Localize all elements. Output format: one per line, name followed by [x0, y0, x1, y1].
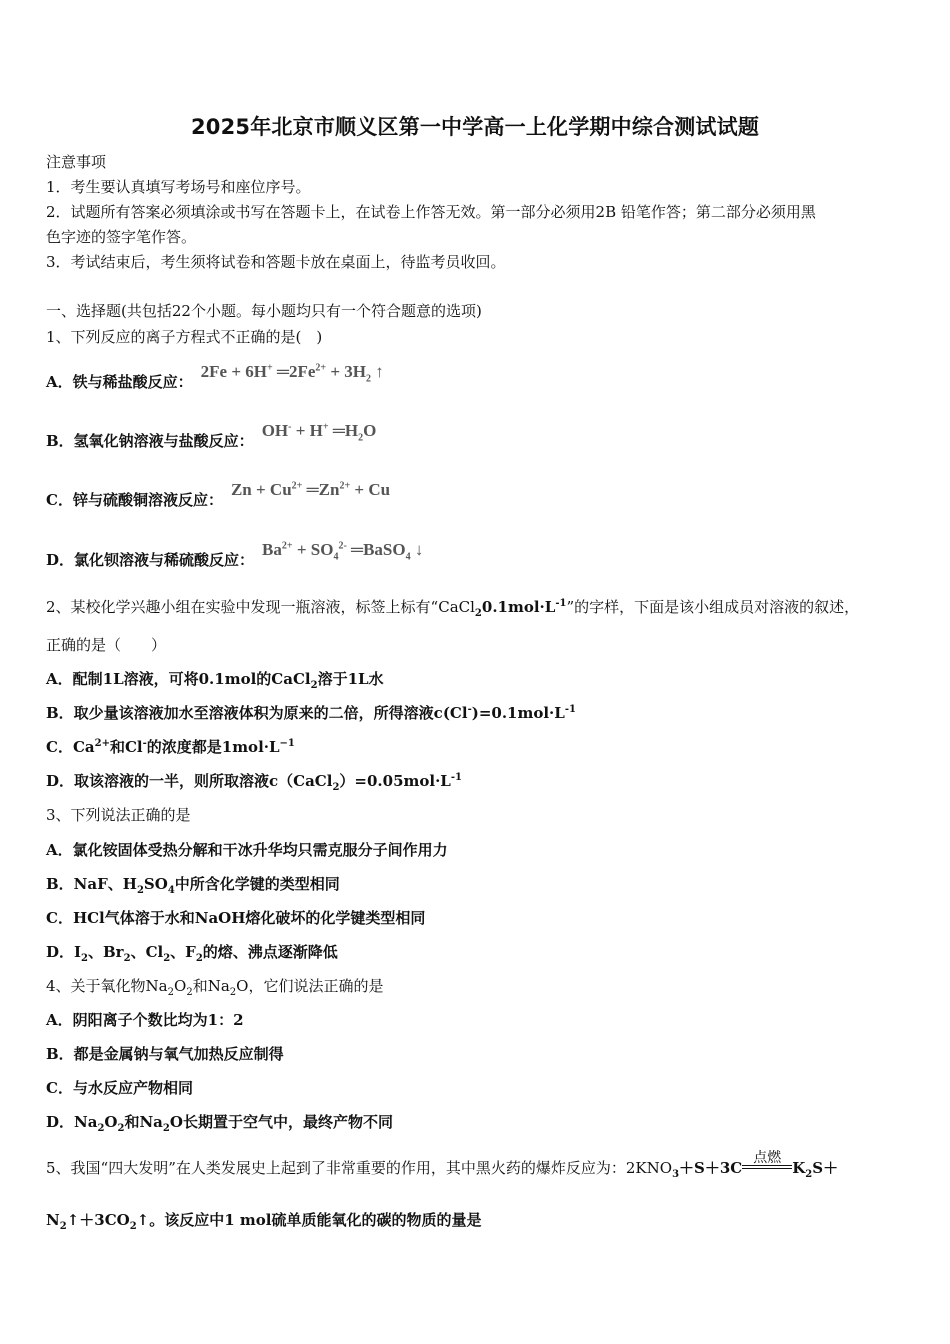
ignite-condition-label: 点燃 — [753, 1150, 782, 1166]
notice-heading: 注意事项 — [46, 153, 107, 171]
q3-option-b: B．NaF、$H_2SO_4$中所含化学键的类型相同 — [46, 875, 340, 896]
q1-option-d — [46, 540, 424, 570]
q1-option-a-formula: 2Fe + 6H+ $═2Fe^{2+} + 3H_2$ ↑ — [200, 362, 384, 385]
q3-option-c: C．HCl气体溶于水和NaOH熔化破坏的化学键类型相同 — [46, 909, 426, 927]
q1-option-c-label: C．锌与硫酸铜溶液反应： — [46, 491, 223, 509]
question-1-stem: 1、下列反应的离子方程式不正确的是( ) — [46, 328, 323, 346]
q2-option-d: D．取该溶液的一半，则所取溶液$c(CaCl_2)=0.05mol\cdot L^{-1}$ — [46, 772, 462, 793]
notice-line: 色字迹的签字笔作答。 — [46, 228, 197, 246]
q1-option-a — [46, 362, 384, 392]
q1-option-d-formula: $Ba^{2+} + SO_4^{2-}$ ═BaSO$_4$ ↓ — [262, 540, 424, 563]
q4-option-a: A．阴阳离子个数比均为1：2 — [46, 1011, 244, 1029]
q1-option-b-formula: OH- + H+ $═H_2O$ — [261, 421, 377, 444]
q1-option-b-label: B．氢氧化钠溶液与盐酸反应： — [46, 432, 254, 450]
q2-option-a: A．配制1L溶液，可将0.1mol的CaCl$_2$溶于1L水 — [46, 670, 384, 691]
q4-option-c: C．与水反应产物相同 — [46, 1079, 193, 1097]
q1-option-a-label: A．铁与稀盐酸反应： — [46, 373, 193, 391]
q1-option-b — [46, 421, 377, 451]
q3-option-a: A．氯化铵固体受热分解和干冰升华均只需克服分子间作用力 — [46, 841, 448, 859]
question-5-stem: 5、我国“四大发明”在人类发展史上起到了非常重要的作用，其中黑火药的爆炸反应为：$2KNO_3+S+3C$ 点燃 $K_2S+$ — [46, 1150, 839, 1180]
section-header: 一、选择题(共包括22个小题。每小题均只有一个符合题意的选项) — [46, 302, 482, 320]
q1-option-c-formula: $Zn + Cu^{2+}$ $═Zn^{2+} + Cu$ — [230, 480, 391, 499]
q4-option-d: D．$Na_2O_2$和$Na_2O$长期置于空气中，最终产物不同 — [46, 1113, 393, 1134]
q1-option-c — [46, 480, 391, 510]
q2-option-b: B．取少量该溶液加水至溶液体积为原来的二倍，所得溶液$c(Cl^-)=0.1mol\cdot L^{-1}$ — [46, 704, 576, 722]
reaction-condition-arrow — [742, 1150, 792, 1173]
notice-line: 2．试题所有答案必须填涂或书写在答题卡上，在试卷上作答无效。第一部分必须用2B 铅笔作答；第二部分必须用黑 — [46, 203, 816, 221]
q4-option-b: B．都是金属钠与氧气加热反应制得 — [46, 1045, 284, 1063]
question-2-stem-line2: 正确的是（ ） — [46, 636, 167, 654]
q2-option-c: C．$Ca^{2+}$和Cl-的浓度都是$1mol\cdot L^{-1}$ — [46, 738, 295, 756]
question-2-stem: 2、某校化学兴趣小组在实验中发现一瓶溶液，标签上标有“$CaCl_20.1mol\cdot L^{-1}$”的字样，下面是该小组成员对溶液的叙述， — [46, 598, 860, 619]
question-5-stem-line2: $N_2↑+3CO_2↑$。该反应中1 mol硫单质能氧化的碳的物质的量是 — [46, 1211, 482, 1232]
notice-line: 3．考试结束后，考生须将试卷和答题卡放在桌面上，待监考员收回。 — [46, 253, 506, 271]
page-title: 2025年北京市顺义区第一中学高一上化学期中综合测试试题 — [190, 115, 760, 139]
question-3-stem: 3、下列说法正确的是 — [46, 806, 191, 824]
notice-line: 1．考生要认真填写考场号和座位序号。 — [46, 178, 311, 196]
question-4-stem: 4、关于氧化物$Na_2O_2$和$Na_2O$，它们说法正确的是 — [46, 977, 384, 998]
q1-option-d-label: D．氯化钡溶液与稀硫酸反应： — [46, 551, 255, 569]
q3-option-d: D．$I_2$、$Br_2$、$Cl_2$、$F_2$的熔、沸点逐渐降低 — [46, 943, 338, 964]
